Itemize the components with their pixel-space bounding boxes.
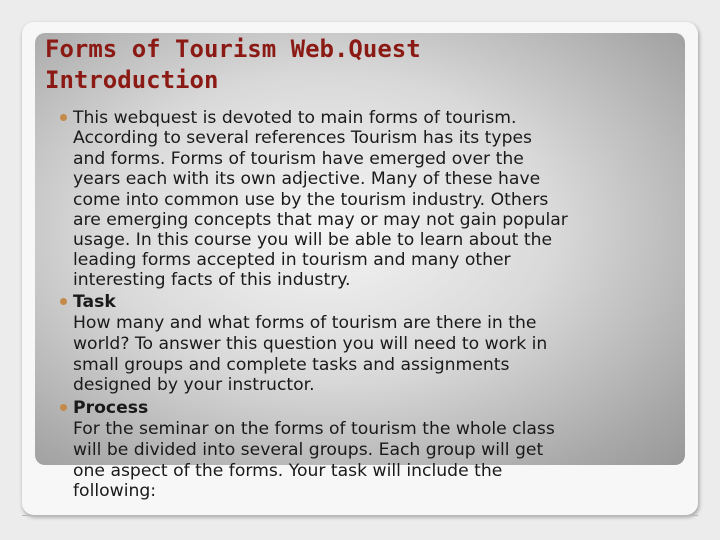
paragraph-line: How many and what forms of tourism are there in the: [73, 313, 537, 333]
paragraph-line: and forms. Forms of tourism have emerged over the: [73, 149, 524, 169]
section-heading-task: Task: [73, 292, 116, 312]
paragraph-line: According to several references Tourism has its types: [73, 128, 533, 148]
paragraph-line: come into common use by the tourism industry. Others: [73, 190, 549, 210]
bullet-icon: [60, 298, 67, 305]
bullet-icon: [60, 114, 67, 121]
title-line: Introduction: [45, 66, 219, 94]
paragraph-line: will be divided into several groups. Each group will get: [73, 440, 544, 460]
section-heading-process: Process: [73, 398, 149, 418]
paragraph-line: years each with its own adjective. Many of these have: [73, 169, 541, 189]
paragraph-line: For the seminar on the forms of tourism the whole class: [73, 419, 555, 439]
paragraph-line: small groups and complete tasks and assignments: [73, 355, 510, 375]
title-line: Forms of Tourism Web.Quest: [45, 35, 421, 63]
paragraph-line: one aspect of the forms. Your task will include the: [73, 461, 503, 481]
paragraph-line: This webquest is devoted to main forms of tourism.: [73, 108, 517, 128]
paragraph-line: designed by your instructor.: [73, 375, 315, 395]
paragraph-line: following:: [73, 481, 157, 501]
paragraph-line: leading forms accepted in tourism and many other: [73, 250, 511, 270]
paragraph-line: are emerging concepts that may or may not gain popular: [73, 210, 568, 230]
paragraph-line: usage. In this course you will be able to learn about the: [73, 230, 553, 250]
paragraph-line: world? To answer this question you will need to work in: [73, 334, 548, 354]
bullet-icon: [60, 404, 67, 411]
paragraph-line: interesting facts of this industry.: [73, 270, 351, 290]
